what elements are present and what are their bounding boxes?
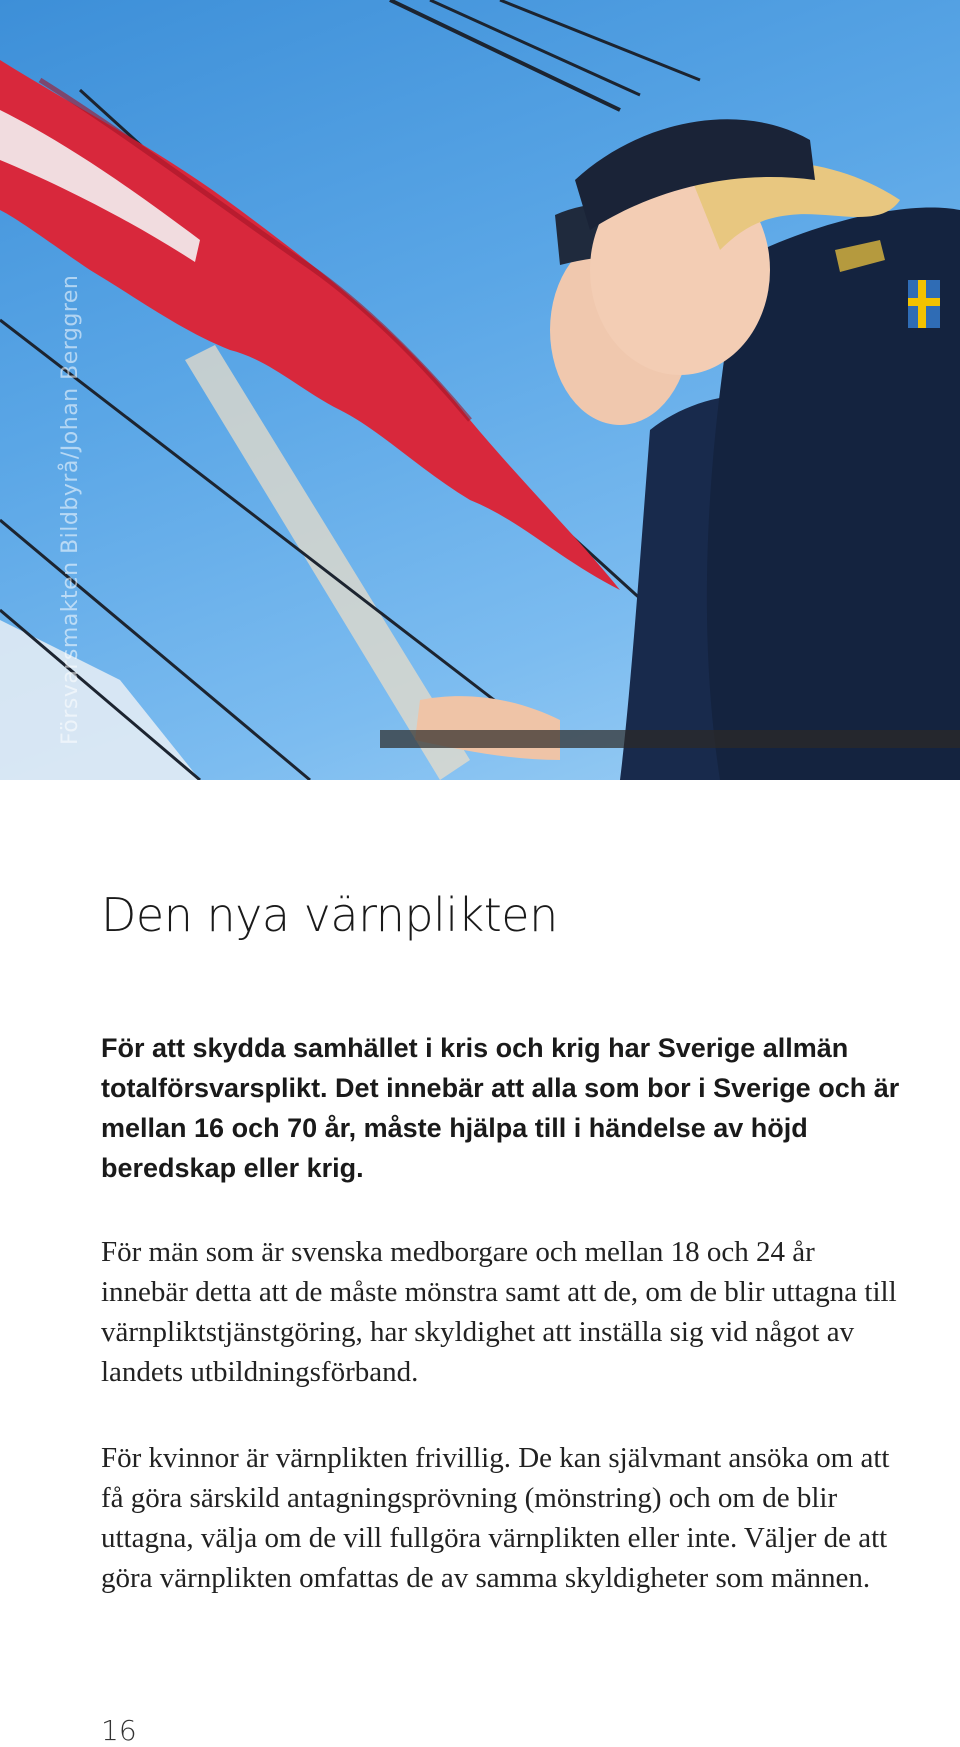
photo-credit: Försvarsmakten Bildbyrå/Johan Berggren <box>58 274 83 745</box>
lead-paragraph: För att skydda samhället i kris och krig har Sverige allmän totalförsvarsplikt. Det innebär att alla som bor i Sverige och är mellan 16 och 70 år, måste hjälpa till i händelse av höjd beredskap eller krig. <box>101 1033 900 1183</box>
body-paragraph: För kvinnor är värnplikten frivillig. De kan självmant ansöka om att få göra särskild antagningsprövning (mönstring) och om de blir uttagna, välja om de vill fullgöra värnplikten eller inte. Väljer de att göra värnplikten omfattas de av samma skyldigheter som männen. <box>101 1442 890 1594</box>
page-number: 16 <box>101 1714 137 1747</box>
hero-photo <box>0 0 960 780</box>
body-paragraph: För män som är svenska medborgare och mellan 18 och 24 år innebär detta att de måste mönstra samt att de, om de blir uttagna till värnpliktstjänstgöring, har skyldighet att inställa sig vid något av landets utbildningsförband. <box>101 1236 897 1388</box>
page-title: Den nya värnplikten <box>101 888 558 942</box>
hero-photo-illustration <box>0 0 960 780</box>
